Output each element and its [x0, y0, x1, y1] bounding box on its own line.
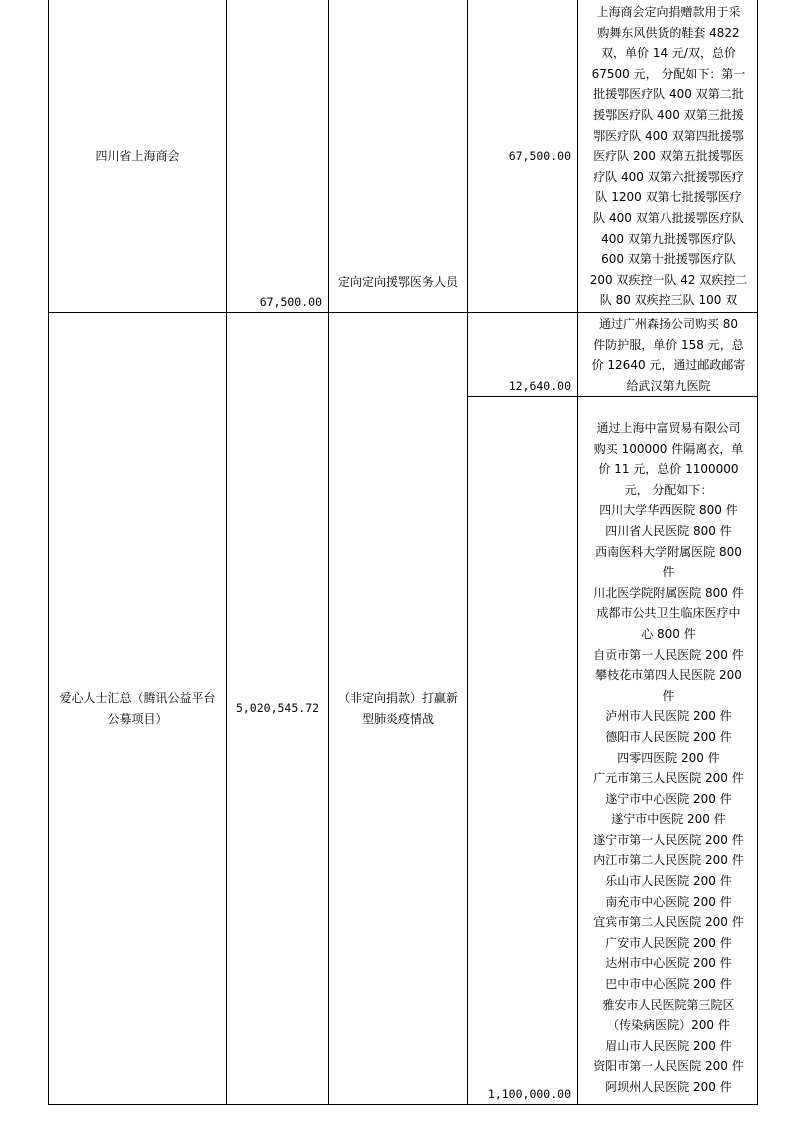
desc-line: 雅安市人民医院第三院区	[602, 997, 735, 1012]
grid-line	[757, 0, 758, 1105]
desc-line: 宜宾市第二人民医院 200 件	[593, 915, 744, 930]
item-amount: 12,640.00	[508, 379, 571, 393]
desc-line: 400 双第九批援鄂医疗队	[601, 231, 736, 246]
desc-line: 批援鄂医疗队 400 双第二批	[593, 87, 744, 102]
total-amount-cell	[227, 313, 328, 1104]
desc-line: 购买 100000 件隔离衣，单	[593, 441, 744, 456]
item-amount-cell	[468, 146, 577, 166]
desc-line: 疗队 400 双第六批援鄂医疗	[593, 169, 744, 184]
desc-line: 泸州市人民医院 200 件	[605, 709, 732, 724]
desc-line: 内江市第二人民医院 200 件	[593, 853, 744, 868]
donor-cell	[49, 313, 226, 1104]
desc-line: 通过上海中富贸易有限公司	[596, 421, 741, 435]
desc-line: 件	[662, 565, 675, 580]
total-amount: 5,020,545.72	[235, 701, 320, 716]
desc-line: 600 双第十批援鄂医疗队	[601, 252, 736, 267]
desc-line: 四川省人民医院 800 件	[605, 523, 732, 538]
desc-line: 给武汉第九医院	[626, 378, 711, 393]
grid-line	[48, 1104, 758, 1105]
item-description	[581, 2, 756, 311]
item-description	[581, 314, 756, 396]
desc-line: 价 11 元，总价 1100000	[598, 462, 739, 477]
desc-line: 医疗队 200 双第五批援鄂医	[593, 149, 744, 164]
desc-line: 通过广州森扬公司购买 80	[598, 317, 739, 331]
desc-line: 广元市第三人民医院 200 件	[593, 771, 744, 786]
desc-line: 上海商会定向捐赠款用于采	[596, 5, 741, 19]
desc-line: 遂宁市中医院 200 件	[611, 812, 726, 827]
purpose-text: （非定向捐款）打赢新型肺炎疫情战	[337, 690, 458, 726]
desc-line: 件防护服，单价 158 元，总	[593, 337, 744, 352]
purpose-cell	[329, 272, 467, 293]
donor-name: 四川省上海商会	[95, 148, 180, 163]
desc-line: 自贡市第一人民医院 200 件	[593, 647, 744, 662]
desc-line: 队 80 双疾控三队 100 双	[599, 293, 738, 308]
desc-line: 件	[662, 688, 675, 703]
desc-line: 攀枝花市第四人民医院 200	[595, 668, 742, 683]
desc-line: 德阳市人民医院 200 件	[605, 729, 732, 744]
desc-line: 遂宁市中心医院 200 件	[605, 791, 732, 806]
desc-line: 遂宁市第一人民医院 200 件	[593, 832, 744, 847]
desc-line: 乐山市人民医院 200 件	[605, 874, 732, 889]
donor-cell	[49, 0, 226, 312]
desc-line: 南充市中心医院 200 件	[605, 894, 732, 909]
desc-line: 四川大学华西医院 800 件	[599, 503, 738, 518]
item-amount: 67,500.00	[508, 149, 571, 163]
desc-line: 西南医科大学附属医院 800	[595, 544, 742, 559]
item-amount: 1,100,000.00	[487, 1087, 571, 1101]
desc-line: 双，单价 14 元/双，总价	[601, 46, 736, 61]
desc-line: 成都市公共卫生临床医疗中	[596, 606, 741, 621]
desc-line: （传染病医院）200 件	[607, 1018, 730, 1033]
desc-line: 达州市中心医院 200 件	[605, 956, 732, 971]
total-amount: 67,500.00	[259, 295, 322, 309]
desc-line: 67500 元， 分配如下：第一	[591, 66, 746, 81]
desc-line: 巴中市中心医院 200 件	[605, 977, 732, 992]
desc-line: 广安市人民医院 200 件	[605, 935, 732, 950]
donor-name: 爱心人士汇总（腾讯公益平台公募项目）	[59, 690, 216, 726]
desc-line: 鄂医疗队 400 双第四批援鄂	[593, 128, 744, 143]
purpose-text: 定向定向援鄂医务人员	[337, 275, 458, 289]
desc-line: 援鄂医疗队 400 双第三批援	[593, 107, 744, 122]
purpose-cell	[329, 313, 467, 1104]
desc-line: 阿坝州人民医院 200 件	[605, 1080, 732, 1094]
desc-line: 资阳市第一人民医院 200 件	[593, 1059, 744, 1074]
desc-line: 价 12640 元，通过邮政邮寄	[591, 358, 746, 373]
desc-line: 200 双疾控一队 42 双疾控二	[589, 272, 748, 287]
desc-line: 四零四医院 200 件	[617, 750, 720, 765]
desc-line: 购舞东风供货的鞋套 4822	[597, 25, 740, 40]
desc-line: 队 400 双第八批援鄂医疗队	[593, 210, 744, 225]
item-amount-cell	[468, 376, 577, 396]
item-description	[581, 418, 756, 1098]
total-amount-cell	[227, 293, 328, 312]
desc-line: 川北医学院附属医院 800 件	[593, 585, 744, 600]
desc-line: 队 1200 双第七批援鄂医疗	[595, 190, 742, 205]
desc-line: 眉山市人民医院 200 件	[605, 1038, 732, 1053]
item-amount-cell	[468, 1084, 577, 1104]
desc-line: 心 800 件	[641, 626, 696, 641]
grid-line	[577, 0, 578, 1105]
desc-line: 元， 分配如下：	[624, 482, 713, 497]
